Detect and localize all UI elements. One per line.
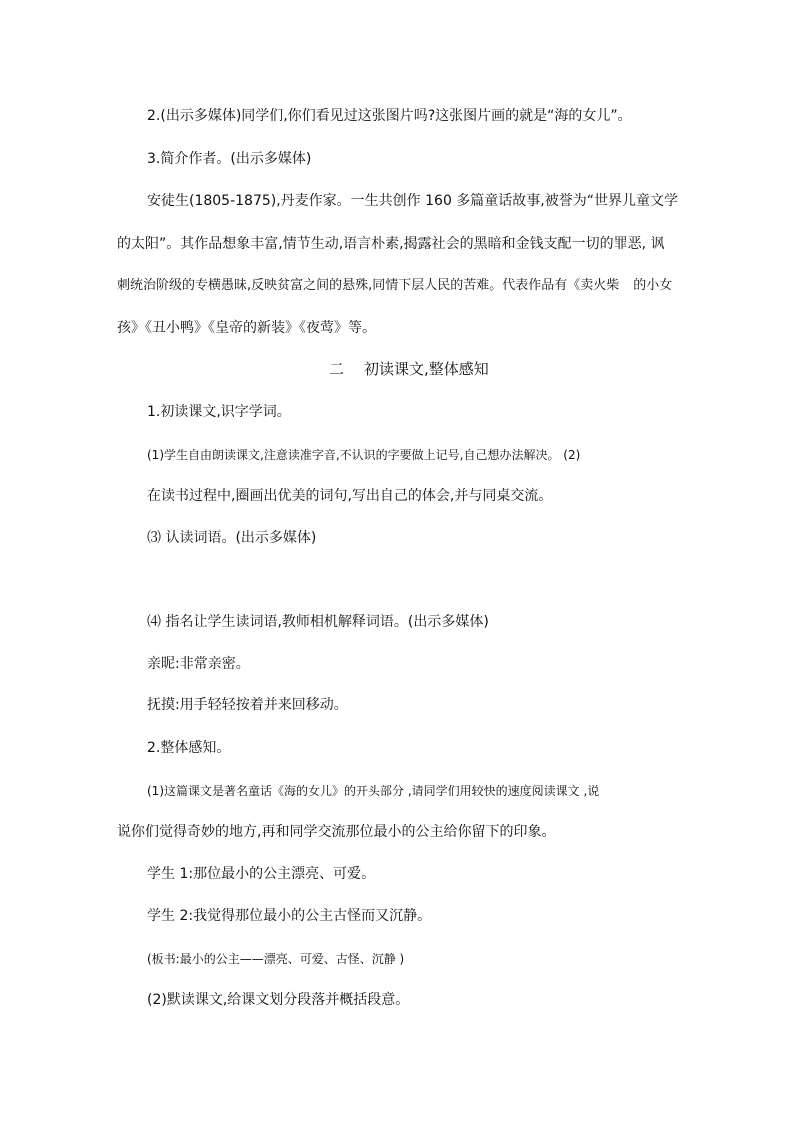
text-line: 学生 2:我觉得那位最小的公主古怪而又沉静。 [147, 908, 432, 924]
text-segment: 的小女 [633, 278, 673, 293]
text-line: 的太阳”。其作品想象丰富,情节生动,语言朴素,揭露社会的黑暗和金钱支配一切的罪恶, 讽 [117, 236, 665, 252]
text-line: 抚摸:用手轻轻按着并来回移动。 [147, 697, 348, 713]
text-line: 3.简介作者。(出示多媒体) [147, 151, 312, 167]
text-line: 亲昵:非常亲密。 [147, 656, 250, 672]
text-line: 说你们觉得奇妙的地方,再和同学交流那位最小的公主给你留下的印象。 [117, 824, 556, 840]
text-line: 学生 1:那位最小的公主漂亮、可爱。 [147, 866, 376, 882]
text-line: ⑶ 认读词语。(出示多媒体) [147, 530, 317, 546]
text-line: 安徒生(1805-1875),丹麦作家。一生共创作 160 多篇童话故事,被誉为“世界儿童文学 [147, 193, 679, 209]
vocabulary-row [147, 570, 231, 590]
text-line: (1)学生自由朗读课文,注意读准字音,不认识的字要做上记号,自己想办法解决。 (2) [147, 448, 581, 462]
heading-number: 二 [329, 360, 345, 378]
text-line: 在读书过程中,圈画出优美的词句,写出自己的体会,并与同桌交流。 [147, 488, 553, 504]
text-line: 2.整体感知。 [147, 740, 231, 756]
text-line: (1)这篇课文是著名童话《海的女儿》的开头部分 ,请同学们用较快的速度阅读课文 ,说 [147, 784, 600, 798]
text-line: (2)默读课文,给课文划分段落并概括段意。 [147, 992, 410, 1008]
text-line: 孩》《丑小鸭》《皇帝的新装》《夜莺》等。 [117, 320, 376, 336]
text-line: 1.初读课文,识字学词。 [147, 404, 291, 420]
heading-text: 初读课文,整体感知 [364, 360, 489, 378]
text-segment: 刺统治阶级的专横愚昧,反映贫富之间的悬殊,同情下层人民的苦难。代表作品有《卖火柴 [117, 278, 620, 293]
text-line: (板书:最小的公主——漂亮、可爱、古怪、沉静 ) [147, 952, 405, 966]
text-line [117, 276, 672, 296]
section-heading [329, 359, 489, 379]
text-line: 2.(出示多媒体)同学们,你们看见过这张图片吗?这张图片画的就是“海的女儿”。 [147, 108, 632, 124]
text-line: ⑷ 指名让学生读词语,教师相机解释词语。(出示多媒体) [147, 614, 489, 630]
